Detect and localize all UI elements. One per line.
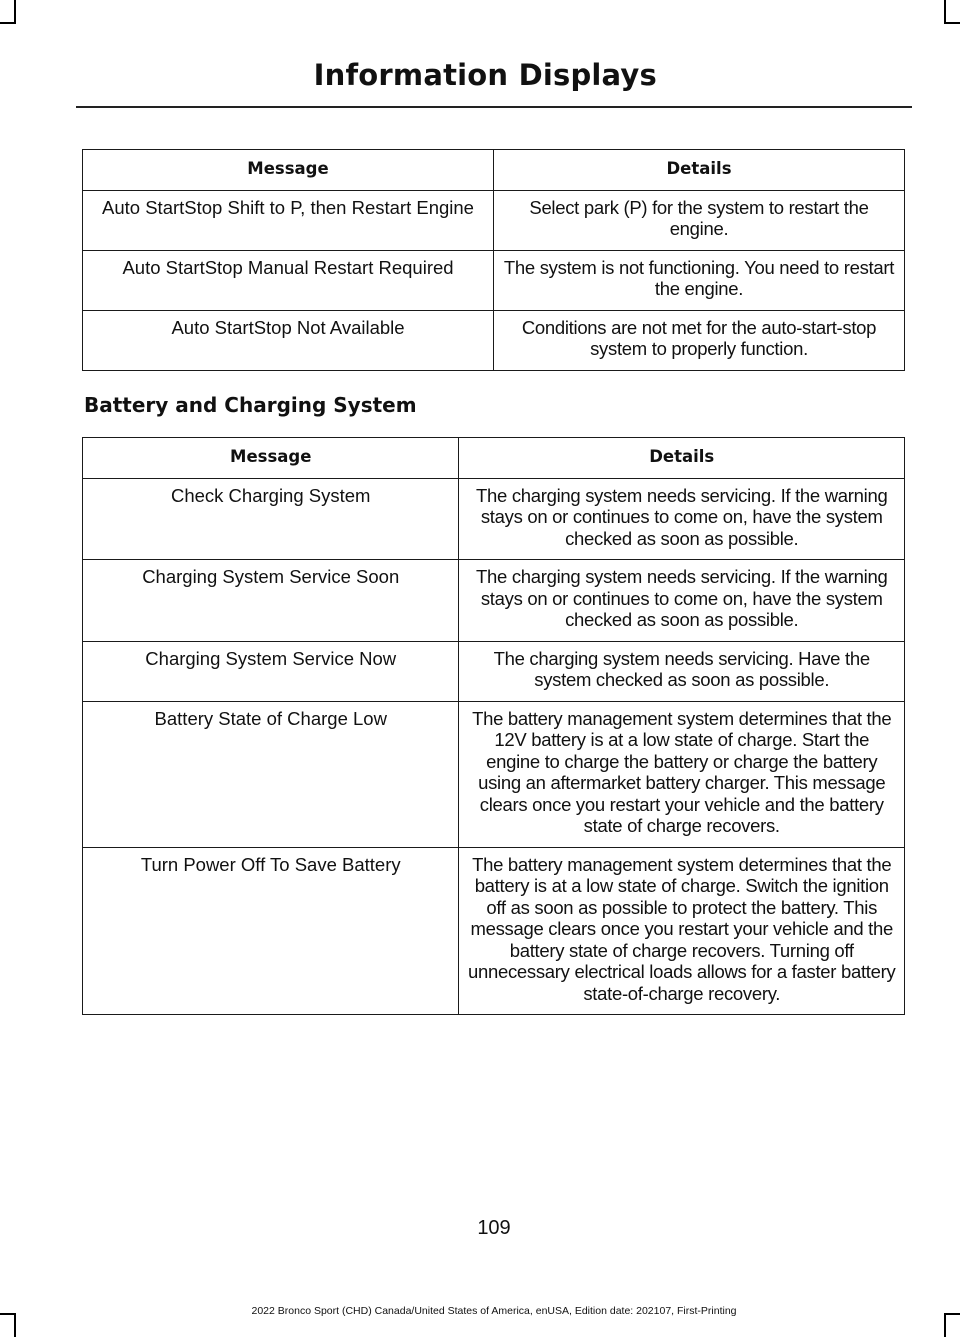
- table-row: [83, 847, 905, 1015]
- table-row: [83, 190, 905, 250]
- message-cell: Turn Power Off To Save Battery: [83, 847, 459, 1015]
- column-header-details: Details: [494, 150, 905, 191]
- table-row: [83, 560, 905, 642]
- battery-charging-messages-table: [82, 437, 905, 1015]
- message-cell: Auto StartStop Shift to P, then Restart Engine: [83, 190, 494, 250]
- details-cell: The charging system needs servicing. Have the system checked as soon as possible.: [459, 641, 905, 701]
- table-header-row: [83, 150, 905, 191]
- details-cell: The system is not functioning. You need to restart the engine.: [494, 250, 905, 310]
- page-number: 109: [477, 1217, 511, 1239]
- auto-startstop-messages-table: [82, 149, 905, 371]
- edition-footer: 2022 Bronco Sport (CHD) Canada/United States of America, enUSA, Edition date: 202107, First-Printing: [251, 1305, 737, 1317]
- table-row: [83, 641, 905, 701]
- details-cell: The charging system needs servicing. If the warning stays on or continues to come on, have the system checked as soon as possible.: [459, 478, 905, 560]
- details-cell: Conditions are not met for the auto-start-stop system to properly function.: [494, 310, 905, 370]
- table-row: [83, 250, 905, 310]
- column-header-message: Message: [83, 438, 459, 479]
- crop-mark: [944, 22, 960, 24]
- crop-mark: [0, 22, 16, 24]
- page-title: Information Displays: [313, 58, 657, 92]
- table-header-row: [83, 438, 905, 479]
- message-cell: Auto StartStop Not Available: [83, 310, 494, 370]
- message-cell: Charging System Service Now: [83, 641, 459, 701]
- crop-mark: [944, 0, 946, 24]
- message-cell: Check Charging System: [83, 478, 459, 560]
- details-cell: The battery management system determines that the battery is at a low state of charge. Switch the ignition off as soon as possible to protect the battery. This message clears once you restart your vehicle and the battery state of charge recovers. Turning off unnecessary electrical loads allows for a faster battery state-of-charge recovery.: [459, 847, 905, 1015]
- column-header-details: Details: [459, 438, 905, 479]
- table-row: [83, 310, 905, 370]
- table-row: [83, 478, 905, 560]
- message-cell: Auto StartStop Manual Restart Required: [83, 250, 494, 310]
- section-heading: Battery and Charging System: [84, 393, 417, 417]
- table-row: [83, 701, 905, 847]
- details-cell: The battery management system determines that the 12V battery is at a low state of charge. Start the engine to charge the battery or charge the battery using an aftermarket battery charger. This message clears once you restart your vehicle and the battery state of charge recovers.: [459, 701, 905, 847]
- message-cell: Battery State of Charge Low: [83, 701, 459, 847]
- details-cell: The charging system needs servicing. If the warning stays on or continues to come on, have the system checked as soon as possible.: [459, 560, 905, 642]
- details-cell: Select park (P) for the system to restart the engine.: [494, 190, 905, 250]
- header-divider: [76, 106, 912, 108]
- crop-mark: [14, 0, 16, 24]
- column-header-message: Message: [83, 150, 494, 191]
- message-cell: Charging System Service Soon: [83, 560, 459, 642]
